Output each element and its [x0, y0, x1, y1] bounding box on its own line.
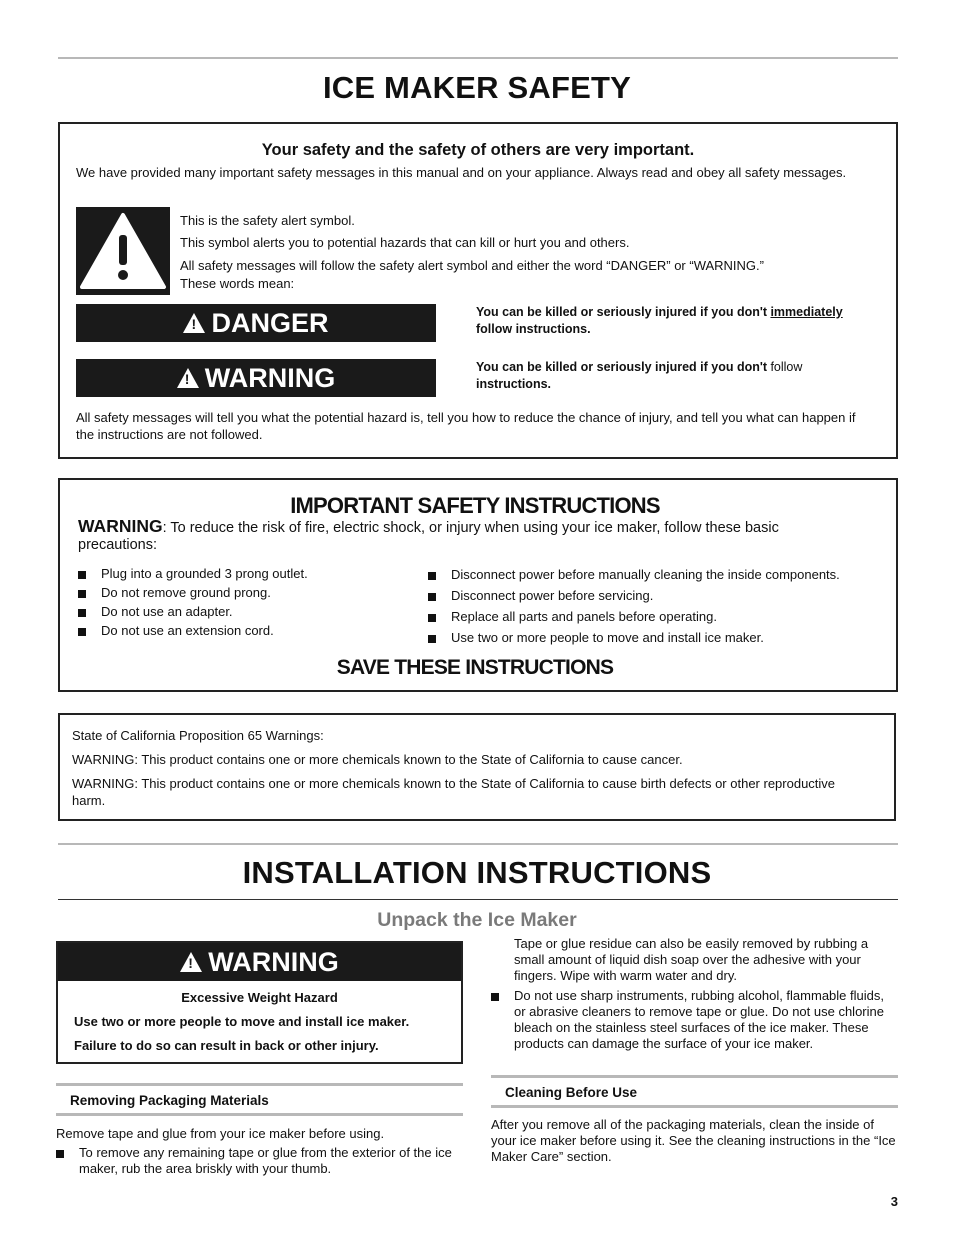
warning-triangle-icon — [76, 207, 170, 295]
removing-bullets — [56, 1145, 466, 1177]
warning-label: WARNING — [204, 362, 336, 393]
removing-top-rule — [56, 1083, 463, 1086]
weight-warning-line-3: Failure to do so can result in back or other injury. — [74, 1038, 379, 1053]
warning-banner — [76, 359, 436, 397]
danger-label: DANGER — [211, 307, 329, 338]
safety-intro: We have provided many important safety messages in this manual and on your appliance. Always read and obey all safety messages. — [76, 165, 847, 180]
list-item: Do not use sharp instruments, rubbing alcohol, flammable fluids, or abrasive cleaners to remove tape or glue. Do not use chlorine bleach on the stainless steel surfaces of the ice maker. These products can damage the surface of your ice maker. — [491, 988, 896, 1052]
prop65-box — [58, 713, 896, 821]
important-safety-box — [58, 478, 898, 692]
cleaning-top-rule — [491, 1075, 898, 1078]
safety-footer: All safety messages will tell you what the potential hazard is, tell you how to reduce the chance of injury, and tell you what can happen if the instructions are not followed. — [76, 410, 856, 442]
weight-warning-line-2: Use two or more people to move and install ice maker. — [74, 1014, 410, 1029]
cleaning-heading: Cleaning Before Use — [505, 1085, 638, 1100]
danger-banner — [76, 304, 436, 342]
list-item: Do not use an extension cord. — [78, 623, 418, 638]
symbol-line-4: These words mean: — [180, 276, 295, 291]
symbol-line-1: This is the safety alert symbol. — [180, 213, 355, 228]
list-item: Do not remove ground prong. — [78, 585, 418, 600]
save-instructions-heading: SAVE THESE INSTRUCTIONS — [336, 656, 614, 679]
removing-bottom-rule — [56, 1113, 463, 1116]
warning-triangle-icon — [177, 368, 199, 388]
important-safety-heading: IMPORTANT SAFETY INSTRUCTIONS — [290, 493, 660, 518]
prop65-line-3: WARNING: This product contains one or more chemicals known to the State of California to cause birth defects or other reproductive harm. — [72, 776, 836, 808]
weight-warning-box — [56, 941, 463, 1064]
list-item: Replace all parts and panels before operating. — [428, 609, 893, 624]
install-bottom-rule — [58, 899, 898, 900]
list-item: To remove any remaining tape or glue from the exterior of the ice maker, rub the area briskly with your thumb. — [56, 1145, 466, 1177]
list-item: Do not use an adapter. — [78, 604, 418, 619]
removing-intro: Remove tape and glue from your ice maker before using. — [56, 1126, 385, 1141]
precautions-left-list — [78, 566, 418, 638]
removing-heading: Removing Packaging Materials — [70, 1093, 269, 1108]
list-item: Plug into a grounded 3 prong outlet. — [78, 566, 418, 581]
danger-text: You can be killed or seriously injured if you don't immediately follow instructions. — [476, 305, 843, 336]
weight-warning-banner — [58, 943, 461, 981]
cleaner-warning-bullets — [491, 988, 896, 1052]
prop65-line-1: State of California Proposition 65 Warnings: — [72, 728, 324, 743]
list-item: Disconnect power before manually cleaning the inside components. — [428, 567, 893, 582]
warning-precautions: WARNING: To reduce the risk of fire, electric shock, or injury when using your ice maker, follow these basic precautions: — [78, 516, 779, 553]
warning-text: You can be killed or seriously injured if you don't follow instructions. — [476, 360, 803, 391]
weight-warning-label: WARNING — [208, 946, 339, 977]
warning-triangle-icon — [180, 952, 202, 972]
unpack-subtitle: Unpack the Ice Maker — [377, 909, 577, 931]
safety-alert-symbol — [76, 207, 170, 295]
residue-paragraph: Tape or glue residue can also be easily removed by rubbing a small amount of liquid dish soap over the adhesive with your fingers. Wipe with warm water and dry. — [514, 936, 869, 983]
install-top-rule — [58, 843, 898, 845]
page-title-safety: ICE MAKER SAFETY — [322, 70, 632, 105]
precautions-right-list — [428, 567, 893, 645]
cleaning-text: After you remove all of the packaging materials, clean the inside of your ice maker before using it. See the cleaning instructions in the “Ice Maker Care” section. — [491, 1117, 896, 1164]
list-item: Disconnect power before servicing. — [428, 588, 893, 603]
weight-warning-line-1: Excessive Weight Hazard — [181, 990, 338, 1005]
page-number: 3 — [890, 1194, 898, 1209]
page-title-installation: INSTALLATION INSTRUCTIONS — [242, 855, 712, 890]
list-item: Use two or more people to move and install ice maker. — [428, 630, 893, 645]
top-rule — [58, 57, 898, 59]
prop65-line-2: WARNING: This product contains one or more chemicals known to the State of California to cause cancer. — [72, 752, 683, 767]
cleaning-bottom-rule — [491, 1105, 898, 1108]
symbol-line-2: This symbol alerts you to potential hazards that can kill or hurt you and others. — [180, 235, 630, 250]
warning-triangle-icon — [183, 313, 205, 333]
symbol-line-3: All safety messages will follow the safety alert symbol and either the word “DANGER” or “WARNING.” — [180, 258, 764, 273]
safety-box — [58, 122, 898, 459]
safety-heading: Your safety and the safety of others are very important. — [261, 141, 695, 159]
